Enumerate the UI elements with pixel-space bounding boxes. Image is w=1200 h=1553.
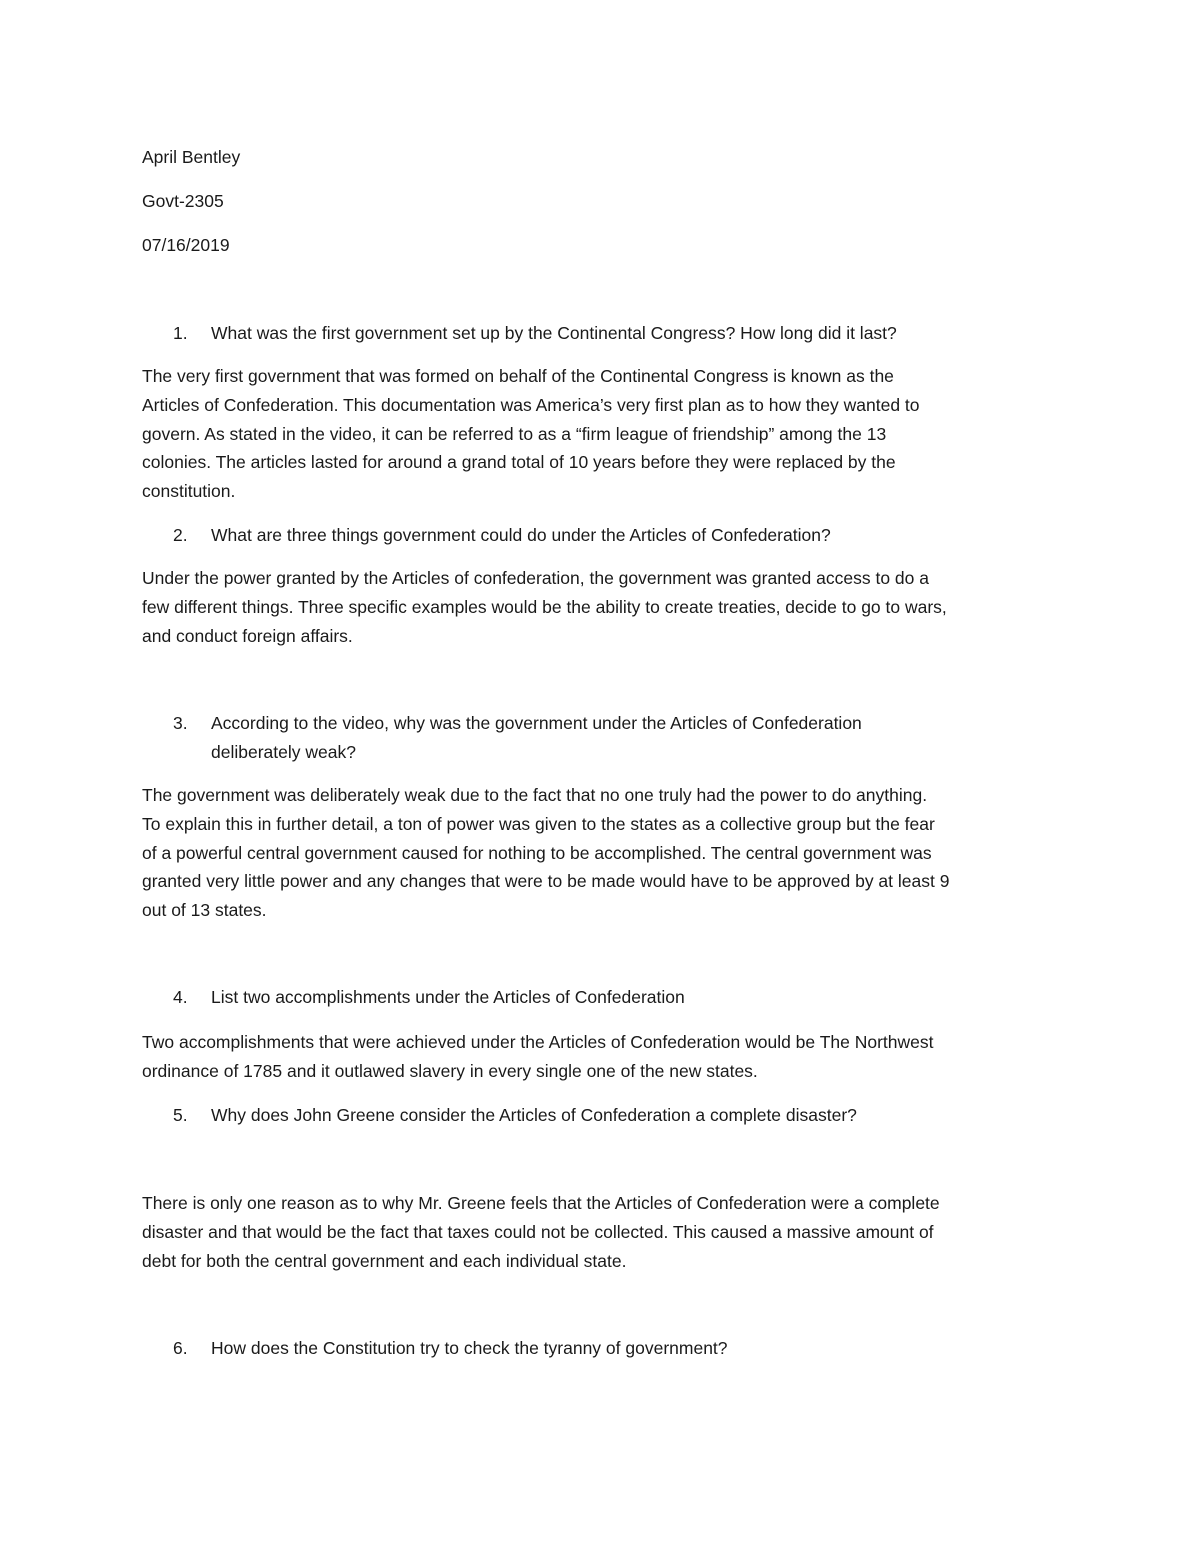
question-5 bbox=[173, 1104, 857, 1126]
answer-line: few different things. Three specific examples would be the ability to create treaties, decide to go to wars, bbox=[142, 596, 947, 617]
question-6 bbox=[173, 1337, 728, 1359]
answer-line: ordinance of 1785 and it outlawed slavery in every single one of the new states. bbox=[142, 1060, 758, 1081]
answer-line: debt for both the central government and each individual state. bbox=[142, 1250, 627, 1271]
answer-5 bbox=[142, 1189, 1072, 1275]
question-3-continued: deliberately weak? bbox=[211, 742, 356, 762]
answer-3 bbox=[142, 781, 1072, 925]
answer-line: and conduct foreign affairs. bbox=[142, 625, 353, 646]
question-text: What was the first government set up by the Continental Congress? How long did it last? bbox=[211, 323, 897, 343]
answer-line: Under the power granted by the Articles of confederation, the government was granted access to do a bbox=[142, 568, 929, 588]
answer-line: constitution. bbox=[142, 481, 236, 502]
question-text: How does the Constitution try to check the tyranny of government? bbox=[211, 1338, 728, 1358]
answer-line: Articles of Confederation. This documentation was America’s very first plan as to how they wanted to bbox=[142, 394, 920, 415]
answer-line: Two accomplishments that were achieved under the Articles of Confederation would be The Northwest bbox=[142, 1032, 934, 1052]
question-3 bbox=[173, 712, 862, 734]
question-1 bbox=[173, 322, 897, 344]
question-number: 3. bbox=[173, 713, 188, 733]
answer-line: To explain this in further detail, a ton of power was given to the states as a collective group but the fear bbox=[142, 813, 935, 834]
course-code: Govt-2305 bbox=[142, 191, 224, 211]
answer-line: granted very little power and any changes that were to be made would have to be approved by at least 9 bbox=[142, 871, 950, 892]
answer-line: The very first government that was formed on behalf of the Continental Congress is known as the bbox=[142, 366, 894, 386]
question-4 bbox=[173, 986, 685, 1008]
answer-line: out of 13 states. bbox=[142, 900, 267, 921]
question-number: 6. bbox=[173, 1338, 188, 1358]
answer-line: govern. As stated in the video, it can be referred to as a “firm league of friendship” among the 13 bbox=[142, 423, 887, 444]
question-number: 4. bbox=[173, 987, 188, 1007]
question-text: What are three things government could do under the Articles of Confederation? bbox=[211, 525, 831, 545]
answer-line: The government was deliberately weak due to the fact that no one truly had the power to do anything. bbox=[142, 785, 928, 805]
author-name: April Bentley bbox=[142, 147, 241, 167]
question-text: According to the video, why was the government under the Articles of Confederation bbox=[211, 713, 862, 733]
answer-1 bbox=[142, 362, 1072, 506]
answer-line: colonies. The articles lasted for around a grand total of 10 years before they were replaced by the bbox=[142, 452, 896, 473]
document-date: 07/16/2019 bbox=[142, 235, 230, 255]
question-2 bbox=[173, 524, 831, 546]
answer-line: There is only one reason as to why Mr. Greene feels that the Articles of Confederation were a complete bbox=[142, 1193, 940, 1213]
answer-line: of a powerful central government caused for nothing to be accomplished. The central government was bbox=[142, 842, 932, 863]
question-text: List two accomplishments under the Articles of Confederation bbox=[211, 987, 685, 1007]
answer-line: disaster and that would be the fact that taxes could not be collected. This caused a massive amount of bbox=[142, 1221, 934, 1242]
question-number: 2. bbox=[173, 525, 188, 545]
question-number: 5. bbox=[173, 1105, 188, 1125]
answer-2 bbox=[142, 564, 1072, 650]
answer-4 bbox=[142, 1028, 1072, 1086]
question-number: 1. bbox=[173, 323, 188, 343]
question-text: Why does John Greene consider the Articles of Confederation a complete disaster? bbox=[211, 1105, 857, 1125]
